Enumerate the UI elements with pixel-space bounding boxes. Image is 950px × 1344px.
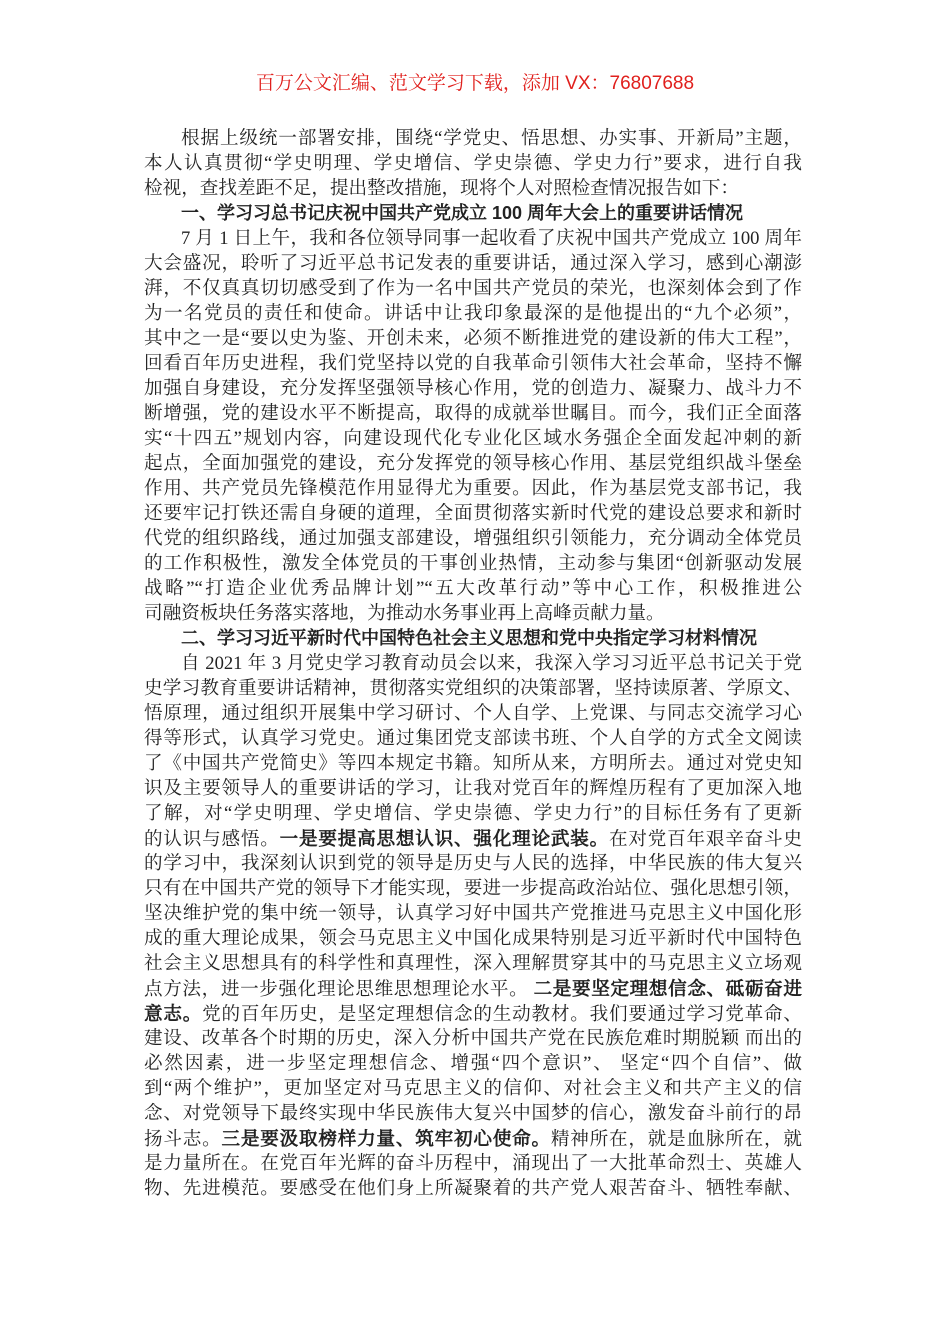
text-segment: 党的百年历史，是坚定理想信念的生动教材。我们要通过学习党革命、 xyxy=(202,1004,802,1025)
text-segment: 悟原理，通过组织开展集中学习研讨、个人自学、上党课、与同志交流学习心 xyxy=(144,703,802,724)
bold-text: 一是要提高思想认识、强化理论武装。 xyxy=(279,828,609,849)
text-line xyxy=(144,601,802,626)
text-line xyxy=(144,1176,802,1201)
text-segment: 念、对党领导下最终实现中华民族伟大复兴中国梦的信心，激发奋斗前行的昂 xyxy=(144,1103,802,1124)
text-line xyxy=(144,976,802,1001)
text-segment: 坚决维护党的集中统一领导，认真学习好中国共产党推进马克思主义中国化形 xyxy=(144,903,802,924)
bold-text: 二是要坚定理想信念、砥砺奋进 xyxy=(533,978,802,999)
text-segment: 根据上级统一部署安排，围绕“学党史、悟思想、办实事、开新局”主题， xyxy=(181,128,802,149)
text-line xyxy=(144,776,802,801)
text-line xyxy=(144,476,802,501)
text-line xyxy=(144,901,802,926)
text-line xyxy=(144,651,802,676)
text-line xyxy=(144,826,802,851)
text-segment: 了《中国共产党简史》等四本规定书籍。知所从来，方明所去。通过对党史知 xyxy=(144,753,802,774)
text-line xyxy=(144,926,802,951)
section-heading xyxy=(144,201,802,226)
text-segment: 其中之一是“要以史为鉴、开创未来，必须不断推进党的建设新的伟大工程”， xyxy=(144,328,802,349)
bold-text: 意志。 xyxy=(144,1003,203,1024)
text-segment: 本人认真贯彻“学史明理、学史增信、学史崇德、学史力行”要求，进行自我 xyxy=(144,153,802,174)
text-line xyxy=(144,301,802,326)
text-line xyxy=(144,151,802,176)
text-segment: 二、学习习近平新时代中国特色社会主义思想和党中央指定学习材料情况 xyxy=(181,628,757,648)
text-line xyxy=(144,751,802,776)
text-segment: 为一名党员的责任和使命。讲话中让我印象最深的是他提出的“九个必须”， xyxy=(144,303,802,324)
text-segment: 检视，查找差距不足，提出整改措施，现将个人对照检查情况报告如下： xyxy=(144,178,740,199)
text-line xyxy=(144,376,802,401)
text-line xyxy=(144,851,802,876)
text-line xyxy=(144,451,802,476)
section-heading xyxy=(144,626,802,651)
text-line xyxy=(144,1026,802,1051)
text-segment: 成的重大理论成果，领会马克思主义中国化成果特别是习近平新时代中国特色 xyxy=(144,928,802,949)
text-segment: 社会主义思想具有的科学性和真理性，深入理解贯穿其中的马克思主义立场观 xyxy=(144,953,802,974)
text-line xyxy=(144,251,802,276)
text-segment: 的认识与感悟。 xyxy=(144,829,280,850)
text-segment: 精神所在，就是血脉所在，就 xyxy=(550,1129,802,1150)
text-line xyxy=(144,876,802,901)
text-line xyxy=(144,726,802,751)
text-line xyxy=(144,426,802,451)
text-line xyxy=(144,676,802,701)
text-segment: 是力量所在。在党百年光辉的奋斗历程中，涌现出了一大批革命烈士、英雄人 xyxy=(144,1153,802,1174)
text-line xyxy=(144,801,802,826)
text-segment: 的学习中，我深刻认识到党的领导是历史与人民的选择，中华民族的伟大复兴 xyxy=(144,853,802,874)
text-line xyxy=(144,551,802,576)
text-segment: 断增强，党的建设水平不断提高，取得的成就举世瞩目。而今，我们正全面落 xyxy=(144,403,802,424)
text-line xyxy=(144,526,802,551)
watermark-banner: 百万公文汇编、范文学习下载，添加 VX：76807688 xyxy=(255,73,695,94)
text-line xyxy=(144,126,802,151)
text-segment: 一、学习习总书记庆祝中国共产党成立 100 周年大会上的重要讲话情况 xyxy=(181,203,744,223)
text-segment: 只有在中国共产党的领导下才能实现，要进一步提高政治站位、强化思想引领， xyxy=(144,878,802,899)
text-line xyxy=(144,351,802,376)
text-segment: 湃，不仅真真切切感受到了作为一名中国共产党员的荣光，也深刻体会到了作 xyxy=(144,278,802,299)
text-segment: 点方法，进一步强化理论思维思想理论水平。 xyxy=(144,979,534,1000)
text-line xyxy=(144,501,802,526)
text-line xyxy=(144,176,802,201)
text-segment: 得等形式，认真学习党史。通过集团党支部读书班、个人自学的方式全文阅读 xyxy=(144,728,802,749)
text-segment: 识及主要领导人的重要讲话的学习，让我对党百年的辉煌历程有了更加深入地 xyxy=(144,778,802,799)
text-segment: 扬斗志。 xyxy=(144,1129,222,1150)
text-segment: 7 月 1 日上午，我和各位领导同事一起收看了庆祝中国共产党成立 100 周年 xyxy=(181,228,802,249)
text-segment: 司融资板块任务落实落地，为推动水务事业再上高峰贡献力量。 xyxy=(144,603,665,624)
text-line xyxy=(144,951,802,976)
text-segment: 大会盛况，聆听了习近平总书记发表的重要讲话，通过深入学习，感到心潮澎 xyxy=(144,253,802,274)
text-segment: 自 2021 年 3 月党史学习教育动员会以来，我深入学习习近平总书记关于党 xyxy=(181,653,802,674)
text-line xyxy=(144,1151,802,1176)
text-segment: 物、先进模范。要感受在他们身上所凝聚着的共产党人艰苦奋斗、牺牲奉献、 xyxy=(144,1178,802,1199)
text-segment: 战略”“打造企业优秀品牌计划”“五大改革行动”等中心工作，积极推进公 xyxy=(144,578,802,599)
text-line xyxy=(144,326,802,351)
text-segment: 实“十四五”规划内容，向建设现代化专业化区域水务强企全面发起冲刺的新 xyxy=(144,428,802,449)
text-segment: 起点，全面加强党的建设，充分发挥党的领导核心作用、基层党组织战斗堡垒 xyxy=(144,453,802,474)
bold-text: 三是要汲取榜样力量、筑牢初心使命。 xyxy=(221,1128,551,1149)
text-segment: 加强自身建设，充分发挥坚强领导核心作用，党的创造力、凝聚力、战斗力不 xyxy=(144,378,802,399)
text-segment: 回看百年历史进程，我们党坚持以党的自我革命引领伟大社会革命，坚持不懈 xyxy=(144,353,802,374)
text-line xyxy=(144,701,802,726)
text-line xyxy=(144,1126,802,1151)
text-segment: 作用、共产党员先锋模范作用显得尤为重要。因此，作为基层党支部书记，我 xyxy=(144,478,802,499)
text-line xyxy=(144,276,802,301)
text-line xyxy=(144,1051,802,1076)
text-line xyxy=(144,1001,802,1026)
text-segment: 还要牢记打铁还需自身硬的道理，全面贯彻落实新时代党的建设总要求和新时 xyxy=(144,503,802,524)
text-segment: 必然因素，进一步坚定理想信念、增强“四个意识”、 坚定“四个自信”、做 xyxy=(144,1053,802,1074)
text-segment: 代党的组织路线，通过加强支部建设，增强组织引领能力，充分调动全体党员 xyxy=(144,528,802,549)
text-segment: 的工作积极性，激发全体党员的干事创业热情，主动参与集团“创新驱动发展 xyxy=(144,553,802,574)
text-line xyxy=(144,226,802,251)
text-segment: 史学习教育重要讲话精神，贯彻落实党组织的决策部署，坚持读原著、学原文、 xyxy=(144,678,802,699)
text-segment: 在对党百年艰辛奋斗史 xyxy=(609,829,802,850)
text-line xyxy=(144,401,802,426)
text-segment: 到“两个维护”，更加坚定对马克思主义的信仰、对社会主义和共产主义的信 xyxy=(144,1078,802,1099)
document-body xyxy=(144,126,802,1201)
text-line xyxy=(144,576,802,601)
text-segment: 了解，对“学史明理、学史增信、学史崇德、学史力行”的目标任务有了更新 xyxy=(144,803,802,824)
text-line xyxy=(144,1076,802,1101)
text-segment: 建设、改革各个时期的历史，深入分析中国共产党在民族危难时期脱颖 而出的 xyxy=(144,1028,802,1049)
text-line xyxy=(144,1101,802,1126)
